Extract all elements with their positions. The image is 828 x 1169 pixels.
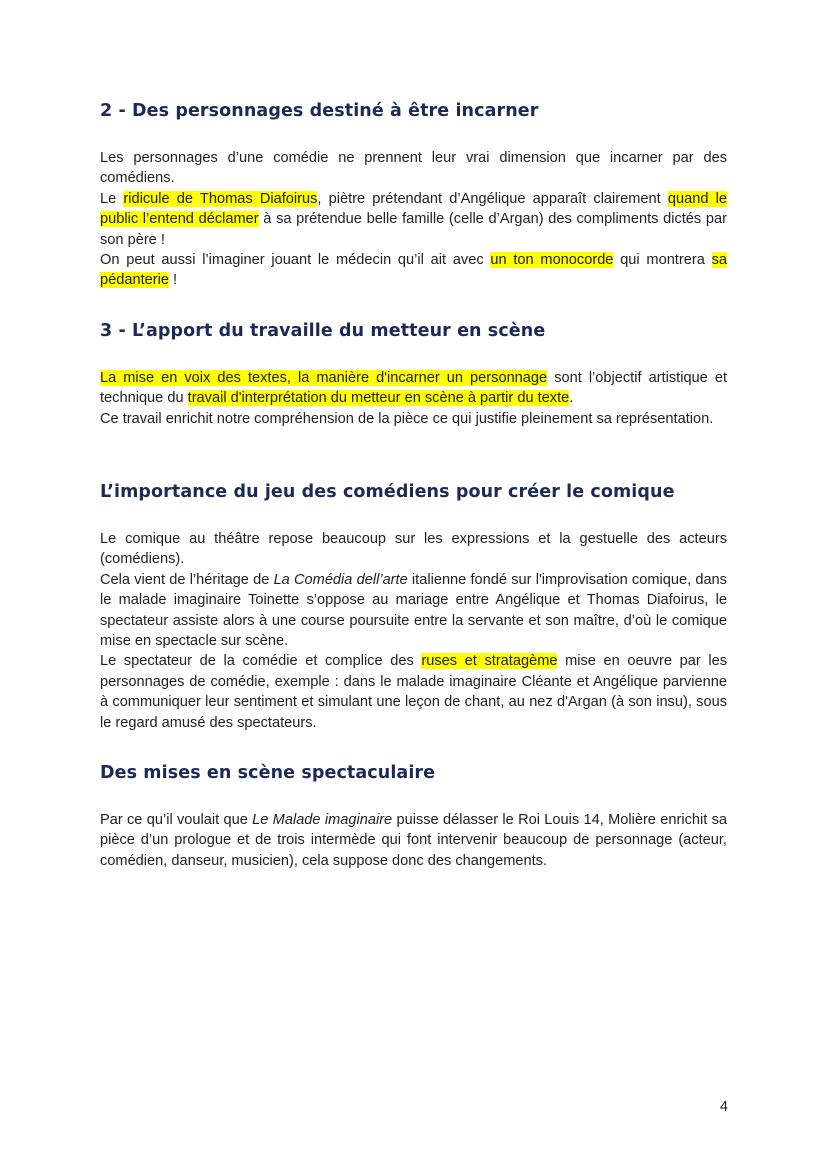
highlighted-text: ridicule de Thomas Diafoirus: [123, 190, 318, 207]
text-run: Par ce qu’il voulait que: [100, 812, 253, 828]
highlighted-text: La mise en voix des textes, la manière d'incarner un personnage: [100, 370, 548, 386]
section-mises-en-scene: [100, 763, 727, 871]
text-run: .: [569, 390, 574, 407]
page-number: 4: [719, 1099, 728, 1115]
text-run: Les personnages d’une comédie ne prennent leur vrai dimension que incarner par des comédiens.: [100, 150, 727, 187]
paragraph: [100, 810, 727, 871]
section-body: [100, 810, 727, 871]
highlighted-text: sa pédanterie: [100, 252, 727, 289]
section-heading: 3 - L’apport du travaille du metteur en scène: [100, 321, 546, 341]
text-run: Le: [100, 190, 124, 207]
section-heading: L’importance du jeu des comédiens pour créer le comique: [100, 482, 675, 502]
text-run: qui montrera: [613, 252, 712, 269]
text-run: Cela vient de l’héritage de: [100, 571, 274, 588]
section-jeu-des-comediens: [100, 482, 727, 733]
paragraph: [100, 529, 727, 570]
text-run: Le spectateur de la comédie et complice des: [100, 653, 422, 670]
highlighted-text: ruses et stratagème: [421, 653, 558, 670]
text-run: Ce travail enrichit notre compréhension de la pièce ce qui justifie pleinement sa représentation.: [100, 410, 714, 427]
section-body: [100, 529, 727, 733]
highlighted-text: quand le public l’entend déclamer: [100, 190, 727, 228]
highlighted-text: un ton monocorde: [490, 252, 614, 269]
paragraph: [100, 148, 727, 189]
text-run: Le comique au théâtre repose beaucoup sur les expressions et la gestuelle des acteurs (comédiens).: [100, 531, 727, 568]
section-metteur-en-scene: [100, 321, 727, 429]
section-heading: 2 - Des personnages destiné à être incarner: [100, 101, 539, 121]
text-run: italienne fondé sur l'improvisation comique, dans le malade imaginaire Toinette s’oppose au mariage entre Angélique et Thomas Diafoirus, le spectateur assiste alors à une course poursuite entre la servante et son maître, d’où le comique mise en spectacle sur scène.: [100, 571, 727, 650]
text-run: à sa prétendue belle famille (celle d’Argan) des compliments dictés par son père !: [100, 211, 727, 248]
text-run: !: [168, 272, 178, 289]
section-personnages: [100, 101, 727, 291]
paragraph: [100, 189, 727, 250]
highlighted-text: travail d'interprétation du metteur en scène à partir du texte: [187, 390, 570, 407]
paragraph: [100, 409, 727, 429]
section-heading: Des mises en scène spectaculaire: [100, 763, 436, 783]
text-run: puisse délasser le Roi Louis 14, Molière enrichit sa pièce d’un prologue et de trois intermède qui font intervenir beaucoup de personnage (acteur, comédien, danseur, musicien), cela suppose donc des changements.: [100, 812, 727, 869]
paragraph: [100, 250, 727, 291]
text-run: , piètre prétendant d’Angélique apparaît clairement: [317, 190, 668, 207]
text-run: mise en oeuvre par les personnages de comédie, exemple : dans le malade imaginaire Cléante et Angélique parvienne à communiquer leur sentiment et simulant une leçon de chant, au nez d'Argan (à son insu), sous le regard amusé des spectateurs.: [100, 653, 727, 731]
paragraph: [100, 368, 727, 409]
section-body: [100, 368, 727, 429]
italic-title: Le Malade imaginaire: [252, 812, 393, 828]
paragraph: [100, 570, 727, 652]
italic-title: La Comédia dell’arte: [273, 571, 408, 588]
text-run: On peut aussi l’imaginer jouant le médecin qu’il ait avec: [100, 252, 491, 269]
paragraph: [100, 651, 727, 733]
section-body: [100, 148, 727, 291]
text-run: sont l’objectif artistique et technique du: [100, 370, 727, 407]
